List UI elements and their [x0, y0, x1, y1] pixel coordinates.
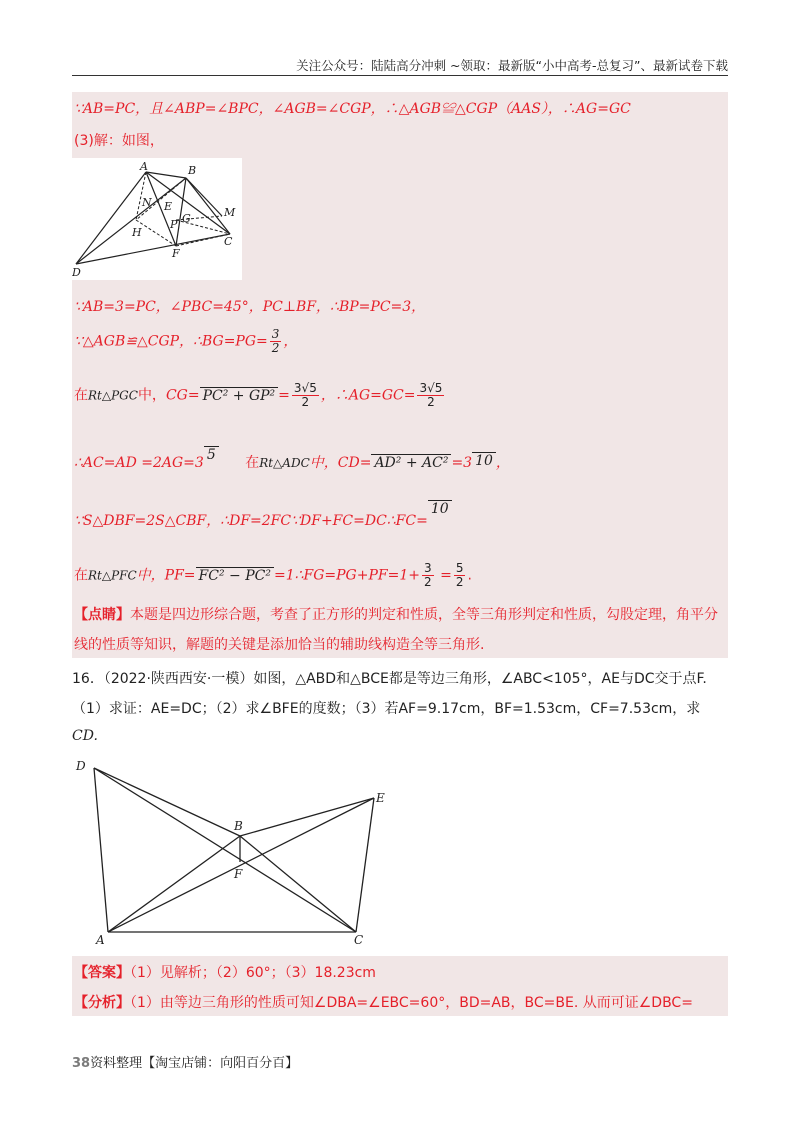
label-e: E — [376, 791, 385, 805]
question-16-line-3: CD. — [72, 728, 98, 744]
fraction: $\frac{3√5}{2}$ — [293, 381, 317, 409]
figure-quadrilateral — [72, 158, 242, 280]
fraction: $\frac{3√5}{2}$ — [419, 381, 443, 409]
solution-line-7: ∵S△DBF=2S△CBF，∴DF=2FC∵DF+FC=DC∴FC=10 — [74, 510, 452, 530]
solution-line-8: 在Rt△PFC中，PF= FC² − PC² =1∴FG=PG+PF=1+ $\frac{3}{2}$ = $\frac{5}{2}$ . — [74, 561, 472, 589]
figure-equilateral-triangles — [72, 760, 402, 945]
solution-line-1: ∵AB=PC，且∠ABP=∠BPC，∠AGB=∠CGP，∴△AGB≌△CGP（AAS），∴AG=GC — [74, 101, 631, 117]
figure-equilateral-svg — [72, 760, 402, 945]
header-rule — [72, 75, 728, 76]
solution-line-5: 在Rt△PGC中，CG= PC² + GP² = $\frac{3√5}{2}$ ，∴AG=GC= $\frac{3√5}{2}$ — [74, 381, 443, 409]
label-b: B — [188, 164, 197, 177]
page-number: 38 — [72, 1056, 91, 1071]
label-d: D — [72, 266, 81, 279]
label-a: A — [140, 160, 148, 173]
sqrt-expression: PC² + GP² — [200, 387, 279, 404]
label-m: M — [224, 206, 236, 219]
label-c: C — [224, 235, 233, 248]
label-h: H — [132, 226, 142, 239]
fraction: $\frac{3}{2}$ — [423, 561, 432, 589]
page-header: 关注公众号：陆陆高分冲刺 ~领取：最新版“小中高考-总复习”、最新试卷下载 — [296, 58, 728, 73]
solution-line-2: (3)解：如图， — [74, 133, 164, 149]
fraction: $\frac{3}{2}$ — [271, 327, 280, 355]
label-p: P — [170, 218, 178, 231]
label-e: E — [164, 200, 173, 213]
solution-note-2: 线的性质等知识，解题的关键是添加恰当的辅助线构造全等三角形. — [74, 637, 485, 653]
footer-text: 资料整理【淘宝店铺：向阳百分百】 — [90, 1056, 299, 1071]
solution-line-3: ∵AB=3=PC，∠PBC=45°，PC⊥BF，∴BP=PC=3， — [74, 299, 426, 315]
fraction: $\frac{5}{2}$ — [455, 561, 464, 589]
answer-line: 【答案】（1）见解析；（2）60°；（3）18.23cm — [74, 965, 376, 981]
label-d: D — [76, 760, 86, 773]
figure-quadrilateral-svg — [72, 158, 242, 280]
question-16-line-1: 16．（2022·陕西西安·一模）如图，△ABD和△BCE都是等边三角形，∠ABC<105°，AE与DC交于点F. — [72, 671, 707, 687]
solution-note-1: 【点睛】本题是四边形综合题，考查了正方形的判定和性质，全等三角形判定和性质，勾股定理，角平分 — [74, 607, 718, 623]
label-n: N — [142, 196, 152, 209]
page-footer — [72, 1052, 298, 1071]
label-a: A — [96, 933, 105, 945]
label-f: F — [234, 867, 243, 881]
label-f: F — [172, 247, 180, 260]
label-g: G — [182, 212, 191, 225]
solution-line-6: ∴AC=AD =2AG=3 5 在Rt△ADC中，CD= AD² + AC² =3 10 ， — [74, 447, 510, 471]
question-16-line-2: （1）求证：AE=DC；（2）求∠BFE的度数；（3）若AF=9.17cm，BF=1.53cm，CF=7.53cm，求 — [72, 701, 701, 717]
analysis-line: 【分析】（1）由等边三角形的性质可知∠DBA=∠EBC=60°，BD=AB，BC=BE. 从而可证∠DBC= — [74, 995, 693, 1011]
solution-line-4: ∵△AGB≌△CGP，∴BG=PG= $\frac{3}{2}$ ， — [74, 327, 298, 355]
label-b: B — [234, 819, 243, 833]
label-c: C — [354, 933, 364, 945]
